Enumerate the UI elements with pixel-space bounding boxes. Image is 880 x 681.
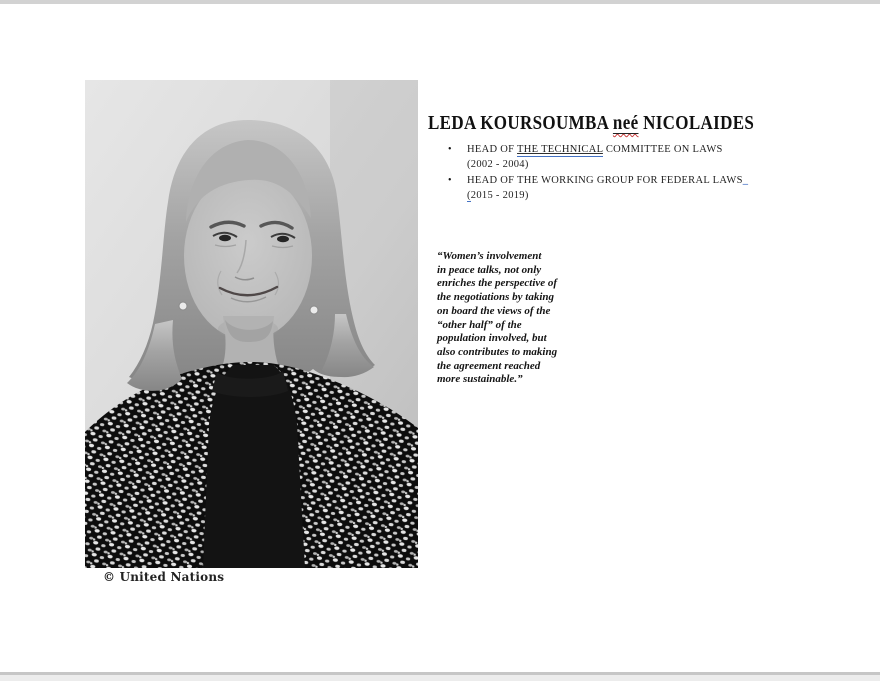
quote-line: enriches the perspective of xyxy=(437,277,558,290)
credential-2-years: 2015 - 2019) xyxy=(470,189,529,201)
pull-quote xyxy=(437,250,557,387)
bullet-icon: • xyxy=(448,174,452,186)
quote-line: also contributes to making xyxy=(437,345,558,358)
window-bottom-edge xyxy=(0,675,880,681)
title-tail: NICOLAIDES xyxy=(638,112,755,134)
bullet-icon: • xyxy=(448,144,452,155)
portrait-photo xyxy=(85,80,418,568)
woman-face xyxy=(184,140,312,340)
quote-line: more sustainable.” xyxy=(437,373,523,386)
quote-line: “Women’s involvement xyxy=(437,250,542,262)
credential-text-2 xyxy=(467,173,748,203)
credential-item-1 xyxy=(448,142,748,172)
quote-line: in peace talks, not only xyxy=(437,263,542,276)
credential-item-2 xyxy=(448,173,748,203)
quote-line: the negotiations by taking xyxy=(437,291,555,304)
window-top-edge xyxy=(0,0,880,4)
credentials-list xyxy=(448,142,748,203)
title-lead: LEDA KOURSOUMBA xyxy=(428,112,613,134)
title-maiden-marker-spellcheck xyxy=(613,112,639,134)
credential-1-years: (2002 - 2004) xyxy=(467,159,529,170)
credential-text-1 xyxy=(467,142,723,172)
turtleneck-top xyxy=(203,365,305,568)
quote-line: on board the views of the xyxy=(437,304,551,317)
photo-credit: © United Nations xyxy=(103,570,225,584)
quote-line: population involved, but xyxy=(437,332,547,345)
credential-2-text: HEAD OF THE WORKING GROUP FOR FEDERAL LAWS xyxy=(467,174,743,186)
quote-line: “other half” of the xyxy=(437,318,522,331)
revision-underlined-text: THE TECHNICAL xyxy=(517,144,603,155)
revision-underscore-mark: _ xyxy=(742,174,749,186)
page-title xyxy=(428,112,754,135)
credential-1-post: COMMITTEE ON LAWS xyxy=(602,144,723,155)
portrait-photo-graphic xyxy=(85,80,418,568)
revision-underlined-paren: ( xyxy=(467,189,471,201)
quote-line: the agreement reached xyxy=(437,359,541,372)
credential-1-pre: HEAD OF xyxy=(467,144,518,155)
title-maiden-marker: neé xyxy=(612,112,639,134)
